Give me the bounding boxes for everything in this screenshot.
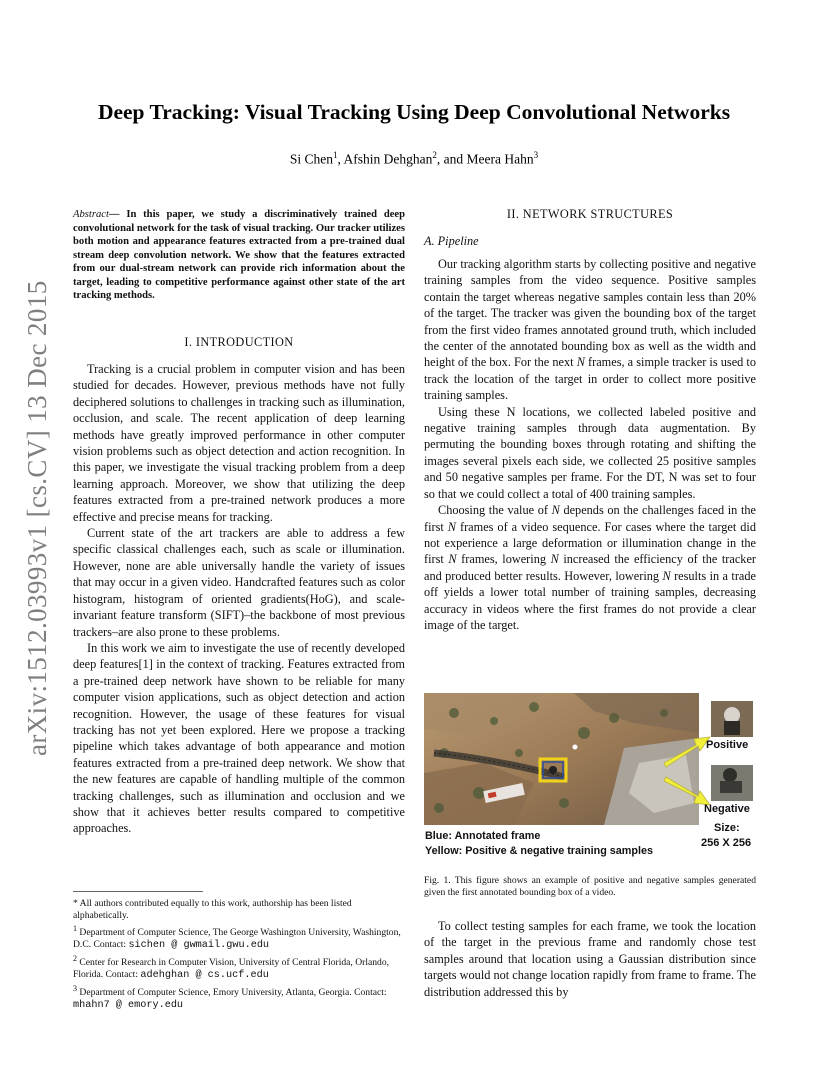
size-label: Size: [714, 822, 740, 834]
figure-caption: Fig. 1. This figure shows an example of positive and negative samples generated given the first annotated bounding box of a video. [424, 875, 756, 899]
author-affiliation-mark: 3 [533, 150, 539, 160]
author-name: Si Chen [289, 151, 334, 167]
footnote-mark: 2 [73, 953, 77, 963]
abstract-text: In this paper, we study a discriminatively trained deep convolutional network for the task of visual tracking. Our tracker utilizes both motion and appearance features extracted from a pre-trained dual stream deep convolution network. We show that the features extracted from our dual-stream network can provide rich information about the target, leading to competitive performance against other state of the art tracking methods. [73, 209, 406, 301]
email-address: mhahn7 @ emory.edu [73, 1000, 184, 1012]
paragraph: To collect testing samples for each frame, we took the location of the target in the previous frame and randomly chose test samples around that location using a Gaussian distribution since targets would not change location rapidly from frame to frame. The distribution addressed this by [424, 919, 756, 999]
paragraph: Current state of the art trackers are able to address a few specific classical challenges each, such as scale or illumination. However, none are able universally handle the variety of issues that may occur in a given video. Handcrafted features such as color histogram, histogram of oriented gradients(HoG), and scale-invariant feature transform (SIFT)–the backbone of most previous trackers–are also prone to these problems. [73, 526, 405, 639]
author-name: Afshin Dehghan [343, 151, 433, 167]
footnote-mark: 3 [73, 983, 77, 993]
email-address: adehghan @ cs.ucf.edu [140, 970, 269, 982]
footnote-2 [73, 953, 405, 983]
size-value: 256 X 256 [701, 837, 752, 849]
paragraph: Our tracking algorithm starts by collecting positive and negative training samples from the video sequence. Positive samples contain the target whereas negative samples contain less than 20% of the target. The tracker was given the bounding box of the target from the first video frames annotated ground truth, which included the center of the annotated bounding box as well as the width and height of the box. For the next N frames, a simple tracker is used to track the location of the target in order to collect more positive training samples. [424, 257, 756, 403]
author-affiliation-mark: 2 [432, 150, 437, 160]
negative-arrow-icon [664, 777, 710, 805]
abstract [73, 208, 405, 303]
testing-samples-body [424, 918, 756, 1000]
abstract-label: Abstract [73, 209, 109, 220]
footnote-rule [73, 891, 203, 892]
email-address: sichen @ gwmail.gwu.edu [128, 940, 270, 952]
paragraph: Choosing the value of N depends on the challenges faced in the first N frames of a video sequence. For cases where the target did not experience a large deformation or illumination change in the first N frames, lowering N increased the efficiency of the tracker and produced better results. However, lowering N results in a trade off yields a lower total number of training samples, decreasing accuracy in videos where the first frames do not provide a clear image of the target. [424, 503, 757, 632]
author-separator: , [337, 151, 344, 167]
introduction-body [73, 361, 405, 837]
desert-scene-image [424, 693, 699, 825]
footnote-3 [73, 983, 405, 1013]
footnote-star: * All authors contributed equally to this work, authorship has been listed alphabetically. [73, 898, 352, 922]
footnotes [73, 898, 405, 1013]
subsection-heading-pipeline: A. Pipeline [424, 234, 479, 248]
negative-label: Negative [704, 803, 750, 815]
paper-title: Deep Tracking: Visual Tracking Using Deep Convolutional Networks [97, 100, 731, 124]
footnote-text: Department of Computer Science, Emory University, Atlanta, Georgia. Contact: [77, 987, 387, 998]
author-name: Meera Hahn [466, 151, 534, 167]
figure-1 [424, 693, 758, 865]
author-list [40, 150, 788, 168]
author-separator: , and [436, 151, 467, 167]
positive-arrow-icon [664, 737, 710, 767]
author-affiliation-mark: 1 [333, 150, 338, 160]
footnote-text: Department of Computer Science, The George Washington University, Washington, D.C. Contact: [73, 927, 401, 951]
section-heading-introduction: I. INTRODUCTION [184, 335, 294, 349]
footnote-1 [73, 923, 405, 953]
legend-yellow: Yellow: Positive & negative training samples [425, 845, 654, 857]
arxiv-identifier: arXiv:1512.03993v1 [cs.CV] 13 Dec 2015 [22, 280, 52, 756]
paragraph: In this work we aim to investigate the use of recently developed deep features[1] in the context of tracking. Features extracted from a pre-trained deep network have shown to be reliable for many computer vision applications, such as object detection and action recognition. However, the usage of these features for visual tracking has not yet been explored. Here we propose a tracking pipeline which takes advantage of both appearance and motion features extracted from a pre-trained deep network. We show that the new features are capable of handling multiple of the common tracking challenges, such as illumination and occlusion and we show that it achieves better results compared to competitive approaches. [73, 640, 405, 836]
legend-blue: Blue: Annotated frame [425, 830, 541, 842]
footnote-text: Center for Research in Computer Vision, University of Central Florida, Orlando, Florida. Contact: [73, 957, 390, 981]
paragraph: Tracking is a crucial problem in computer vision and has been studied for decades. However, previous methods have not fully deciphered solutions to challenges in tracking such as illumination, occlusion, and scale. The recent application of deep learning methods have greatly improved performance in other computer vision problems such as object detection and action recognition. In this paper, we investigate the visual tracking problem from a deep learning approach. Moreover, we show that utilizing the deep features extracted from a pre-trained network produces a more effective and precise means for tracking. [73, 362, 405, 524]
abstract-dash: — [108, 209, 127, 220]
section-heading-network-structures: II. NETWORK STRUCTURES [506, 207, 674, 221]
footnote-mark: 1 [73, 923, 77, 933]
tracking-photo [424, 693, 699, 825]
paragraph: Using these N locations, we collected labeled positive and negative training samples through data augmentation. By permuting the bounding boxes through rotating and shifting the images several pixels each side, we collected 25 positive samples and 50 negative samples per frame. For the DT, N was set to four so that we could collect a total of 400 training samples. [424, 404, 756, 501]
pipeline-body [424, 256, 756, 633]
positive-label: Positive [706, 739, 749, 751]
